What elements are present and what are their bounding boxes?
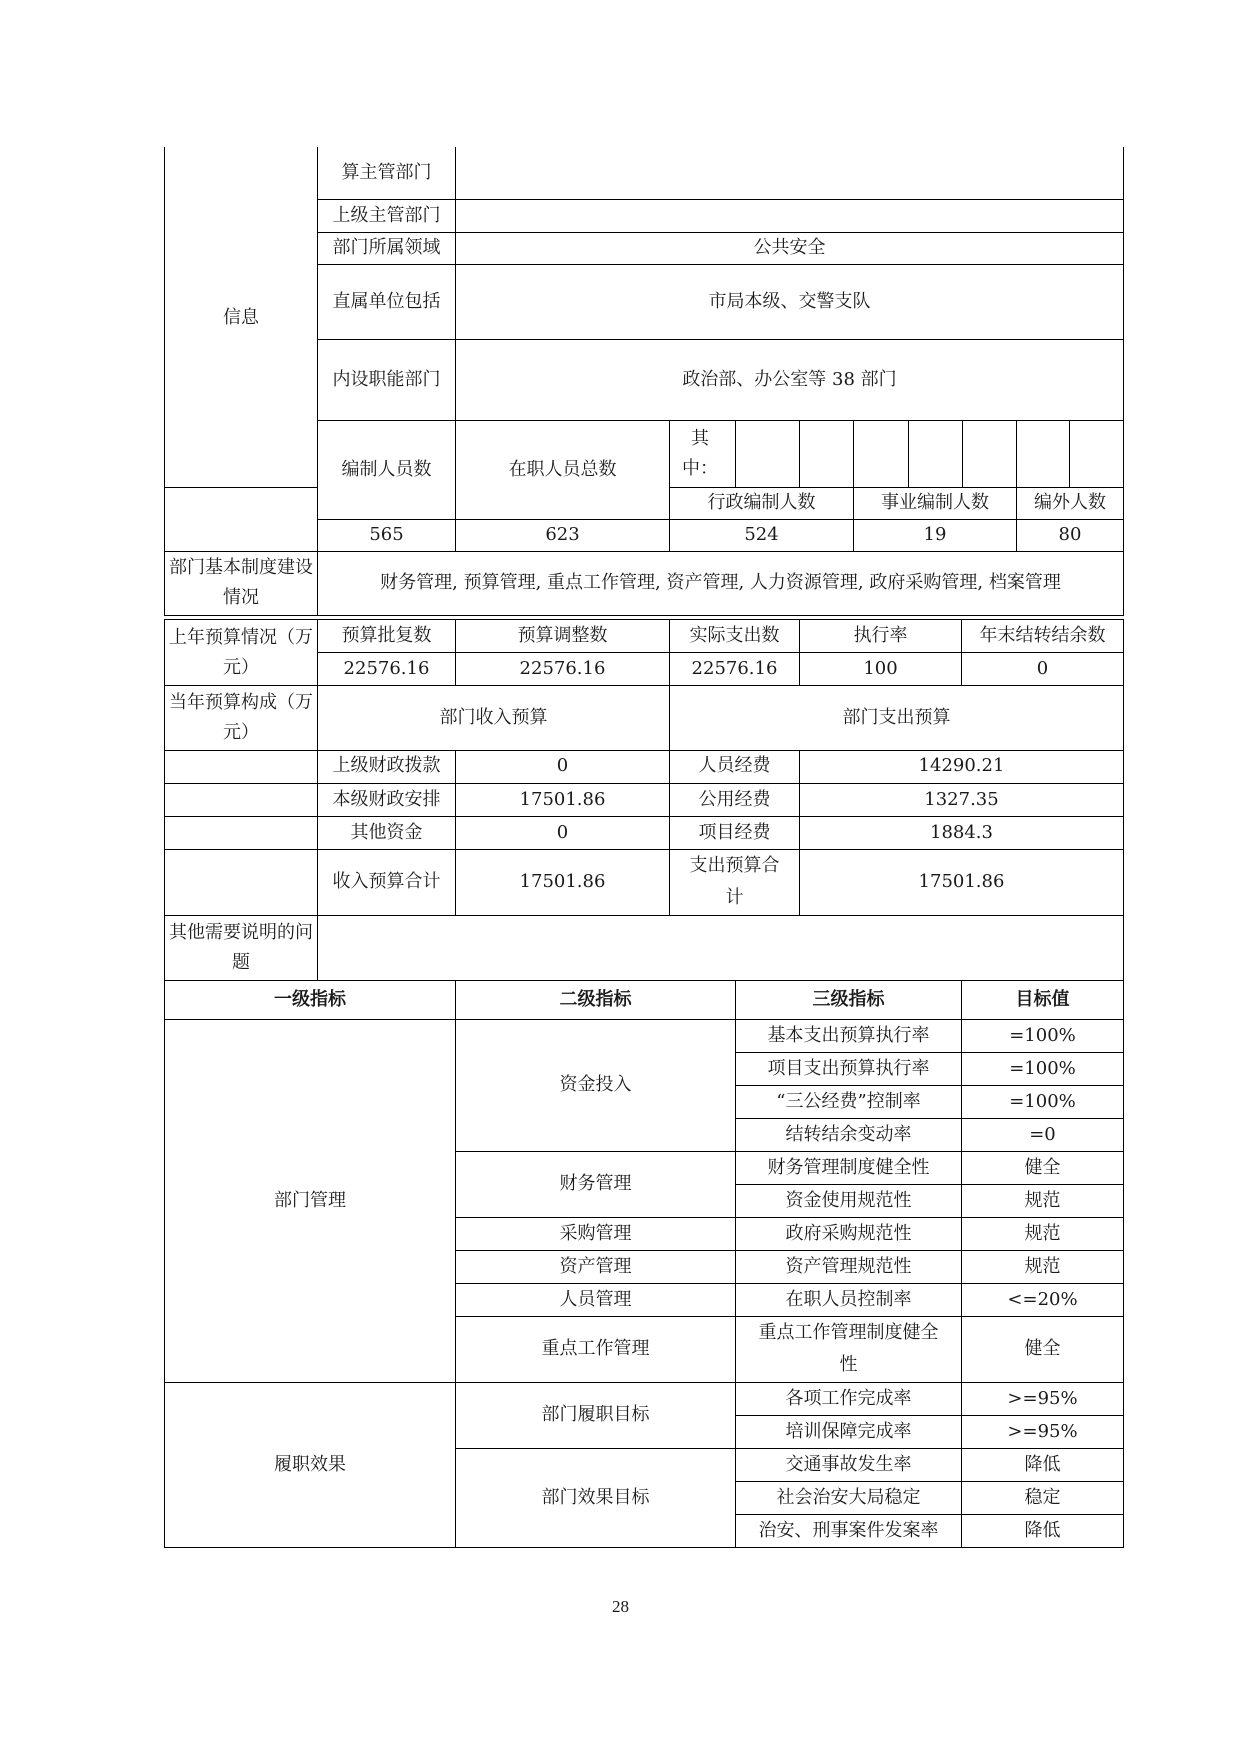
level3-indicator: 资金使用规范性 [736,1184,962,1217]
budget-info-table [164,147,1124,616]
level3-indicator: 培训保障完成率 [736,1415,962,1448]
level3-indicator: 在职人员控制率 [736,1283,962,1316]
expense-label: 支出预算合计 [670,849,800,915]
staff-blank-cell [1017,420,1070,487]
staff-header-extra: 编外人数 [1017,487,1124,519]
target-value: <=20% [962,1283,1124,1316]
level3-indicator: 基本支出预算执行率 [736,1019,962,1052]
last-year-header-approved: 预算批复数 [318,620,456,653]
staff-blank-cell [736,420,800,487]
staff-value-extra: 80 [1017,519,1124,551]
level2-key-work: 重点工作管理 [456,1316,736,1382]
income-label: 上级财政拨款 [318,750,456,783]
left-col-blank [165,816,318,849]
expense-label: 人员经费 [670,750,800,783]
last-year-header-rate: 执行率 [800,620,962,653]
info-label-departments: 内设职能部门 [318,339,456,420]
level3-indicator: 财务管理制度健全性 [736,1151,962,1184]
level2-personnel: 人员管理 [456,1283,736,1316]
expense-value: 17501.86 [800,849,1124,915]
staff-blank-cell [800,420,854,487]
info-label-subunits: 直属单位包括 [318,264,456,339]
target-value: 健全 [962,1316,1124,1382]
budget-table [164,619,1124,751]
target-value: 健全 [962,1151,1124,1184]
info-value-departments: 政治部、办公室等 38 部门 [456,339,1124,420]
target-value: =0 [962,1118,1124,1151]
target-value: =100% [962,1019,1124,1052]
last-year-header-adjusted: 预算调整数 [456,620,670,653]
target-value: >=95% [962,1415,1124,1448]
staff-header-quota: 编制人员数 [318,420,456,519]
staff-blank-cell [909,420,963,487]
staff-value-admin: 524 [670,519,854,551]
target-value: 降低 [962,1448,1124,1481]
left-col-blank [165,849,318,915]
last-year-value-approved: 22576.16 [318,653,456,686]
page-number: 28 [612,1597,629,1616]
level3-indicator: 治安、刑事案件发案率 [736,1514,962,1547]
level2-funding: 资金投入 [456,1019,736,1151]
target-value: 规范 [962,1250,1124,1283]
target-value: 稳定 [962,1481,1124,1514]
last-year-value-actual: 22576.16 [670,653,800,686]
left-col-blank [165,750,318,783]
expense-value: 1327.35 [800,783,1124,816]
level3-indicator: 项目支出预算执行率 [736,1052,962,1085]
staff-value-institution: 19 [854,519,1017,551]
income-label: 本级财政安排 [318,783,456,816]
info-value-subunits: 市局本级、交警支队 [456,264,1124,339]
target-value: 规范 [962,1184,1124,1217]
income-header: 部门收入预算 [318,686,670,751]
other-label: 其他需要说明的问题 [165,915,318,980]
staff-value-quota: 565 [318,519,456,551]
system-label: 部门基本制度建设情况 [165,551,318,615]
left-col-blank [165,519,318,551]
level2-procurement: 采购管理 [456,1217,736,1250]
indicator-header-level3: 三级指标 [736,981,962,1019]
last-year-header-actual: 实际支出数 [670,620,800,653]
expense-value: 14290.21 [800,750,1124,783]
budget-composition-table [164,750,1124,981]
info-label-parent-dept: 上级主管部门 [318,199,456,232]
info-label-finance-dept: 算主管部门 [318,147,456,199]
last-year-value-rate: 100 [800,653,962,686]
staff-value-total: 623 [456,519,670,551]
last-year-value-carryover: 0 [962,653,1124,686]
info-label-domain: 部门所属领域 [318,232,456,264]
level2-finance: 财务管理 [456,1151,736,1217]
other-value [318,915,1124,980]
last-year-value-adjusted: 22576.16 [456,653,670,686]
income-value: 17501.86 [456,849,670,915]
level1-management: 部门管理 [165,1019,456,1382]
last-year-header-carryover: 年末结转结余数 [962,620,1124,653]
indicator-header-level1: 一级指标 [165,981,456,1019]
indicator-header-level2: 二级指标 [456,981,736,1019]
expense-value: 1884.3 [800,816,1124,849]
income-value: 17501.86 [456,783,670,816]
info-value-finance-dept [456,147,1124,199]
staff-blank-cell [854,420,909,487]
info-value-parent-dept [456,199,1124,232]
current-year-label: 当年预算构成（万元） [165,686,318,751]
level3-indicator: 交通事故发生率 [736,1448,962,1481]
income-value: 0 [456,750,670,783]
level2-effect-goal: 部门效果目标 [456,1448,736,1547]
left-col-blank [165,487,318,519]
income-value: 0 [456,816,670,849]
target-value: 降低 [962,1514,1124,1547]
level1-performance: 履职效果 [165,1382,456,1547]
staff-header-total: 在职人员总数 [456,420,670,519]
staff-blank-cell [963,420,1017,487]
staff-blank-cell [1070,420,1124,487]
target-value: =100% [962,1085,1124,1118]
level3-indicator: 各项工作完成率 [736,1382,962,1415]
level3-indicator: 社会治安大局稳定 [736,1481,962,1514]
left-col-blank [165,783,318,816]
level3-indicator: 重点工作管理制度健全性 [736,1316,962,1382]
info-value-domain: 公共安全 [456,232,1124,264]
income-label: 其他资金 [318,816,456,849]
staff-header-of-which: 其中： [670,420,736,487]
last-year-label: 上年预算情况（万元） [165,620,318,686]
income-label: 收入预算合计 [318,849,456,915]
staff-header-institution: 事业编制人数 [854,487,1017,519]
level3-indicator: 资产管理规范性 [736,1250,962,1283]
level2-duty-goal: 部门履职目标 [456,1382,736,1448]
info-section-label: 信息 [165,147,318,487]
expense-header: 部门支出预算 [670,686,1124,751]
expense-label: 项目经费 [670,816,800,849]
staff-header-admin: 行政编制人数 [670,487,854,519]
system-value: 财务管理, 预算管理, 重点工作管理, 资产管理, 人力资源管理, 政府采购管理, 档案管理 [318,551,1124,615]
level2-assets: 资产管理 [456,1250,736,1283]
target-value: >=95% [962,1382,1124,1415]
indicator-header-target: 目标值 [962,981,1124,1019]
target-value: 规范 [962,1217,1124,1250]
level3-indicator: 结转结余变动率 [736,1118,962,1151]
indicator-table [164,981,1124,1548]
level3-indicator: “三公经费”控制率 [736,1085,962,1118]
level3-indicator: 政府采购规范性 [736,1217,962,1250]
target-value: =100% [962,1052,1124,1085]
expense-label: 公用经费 [670,783,800,816]
